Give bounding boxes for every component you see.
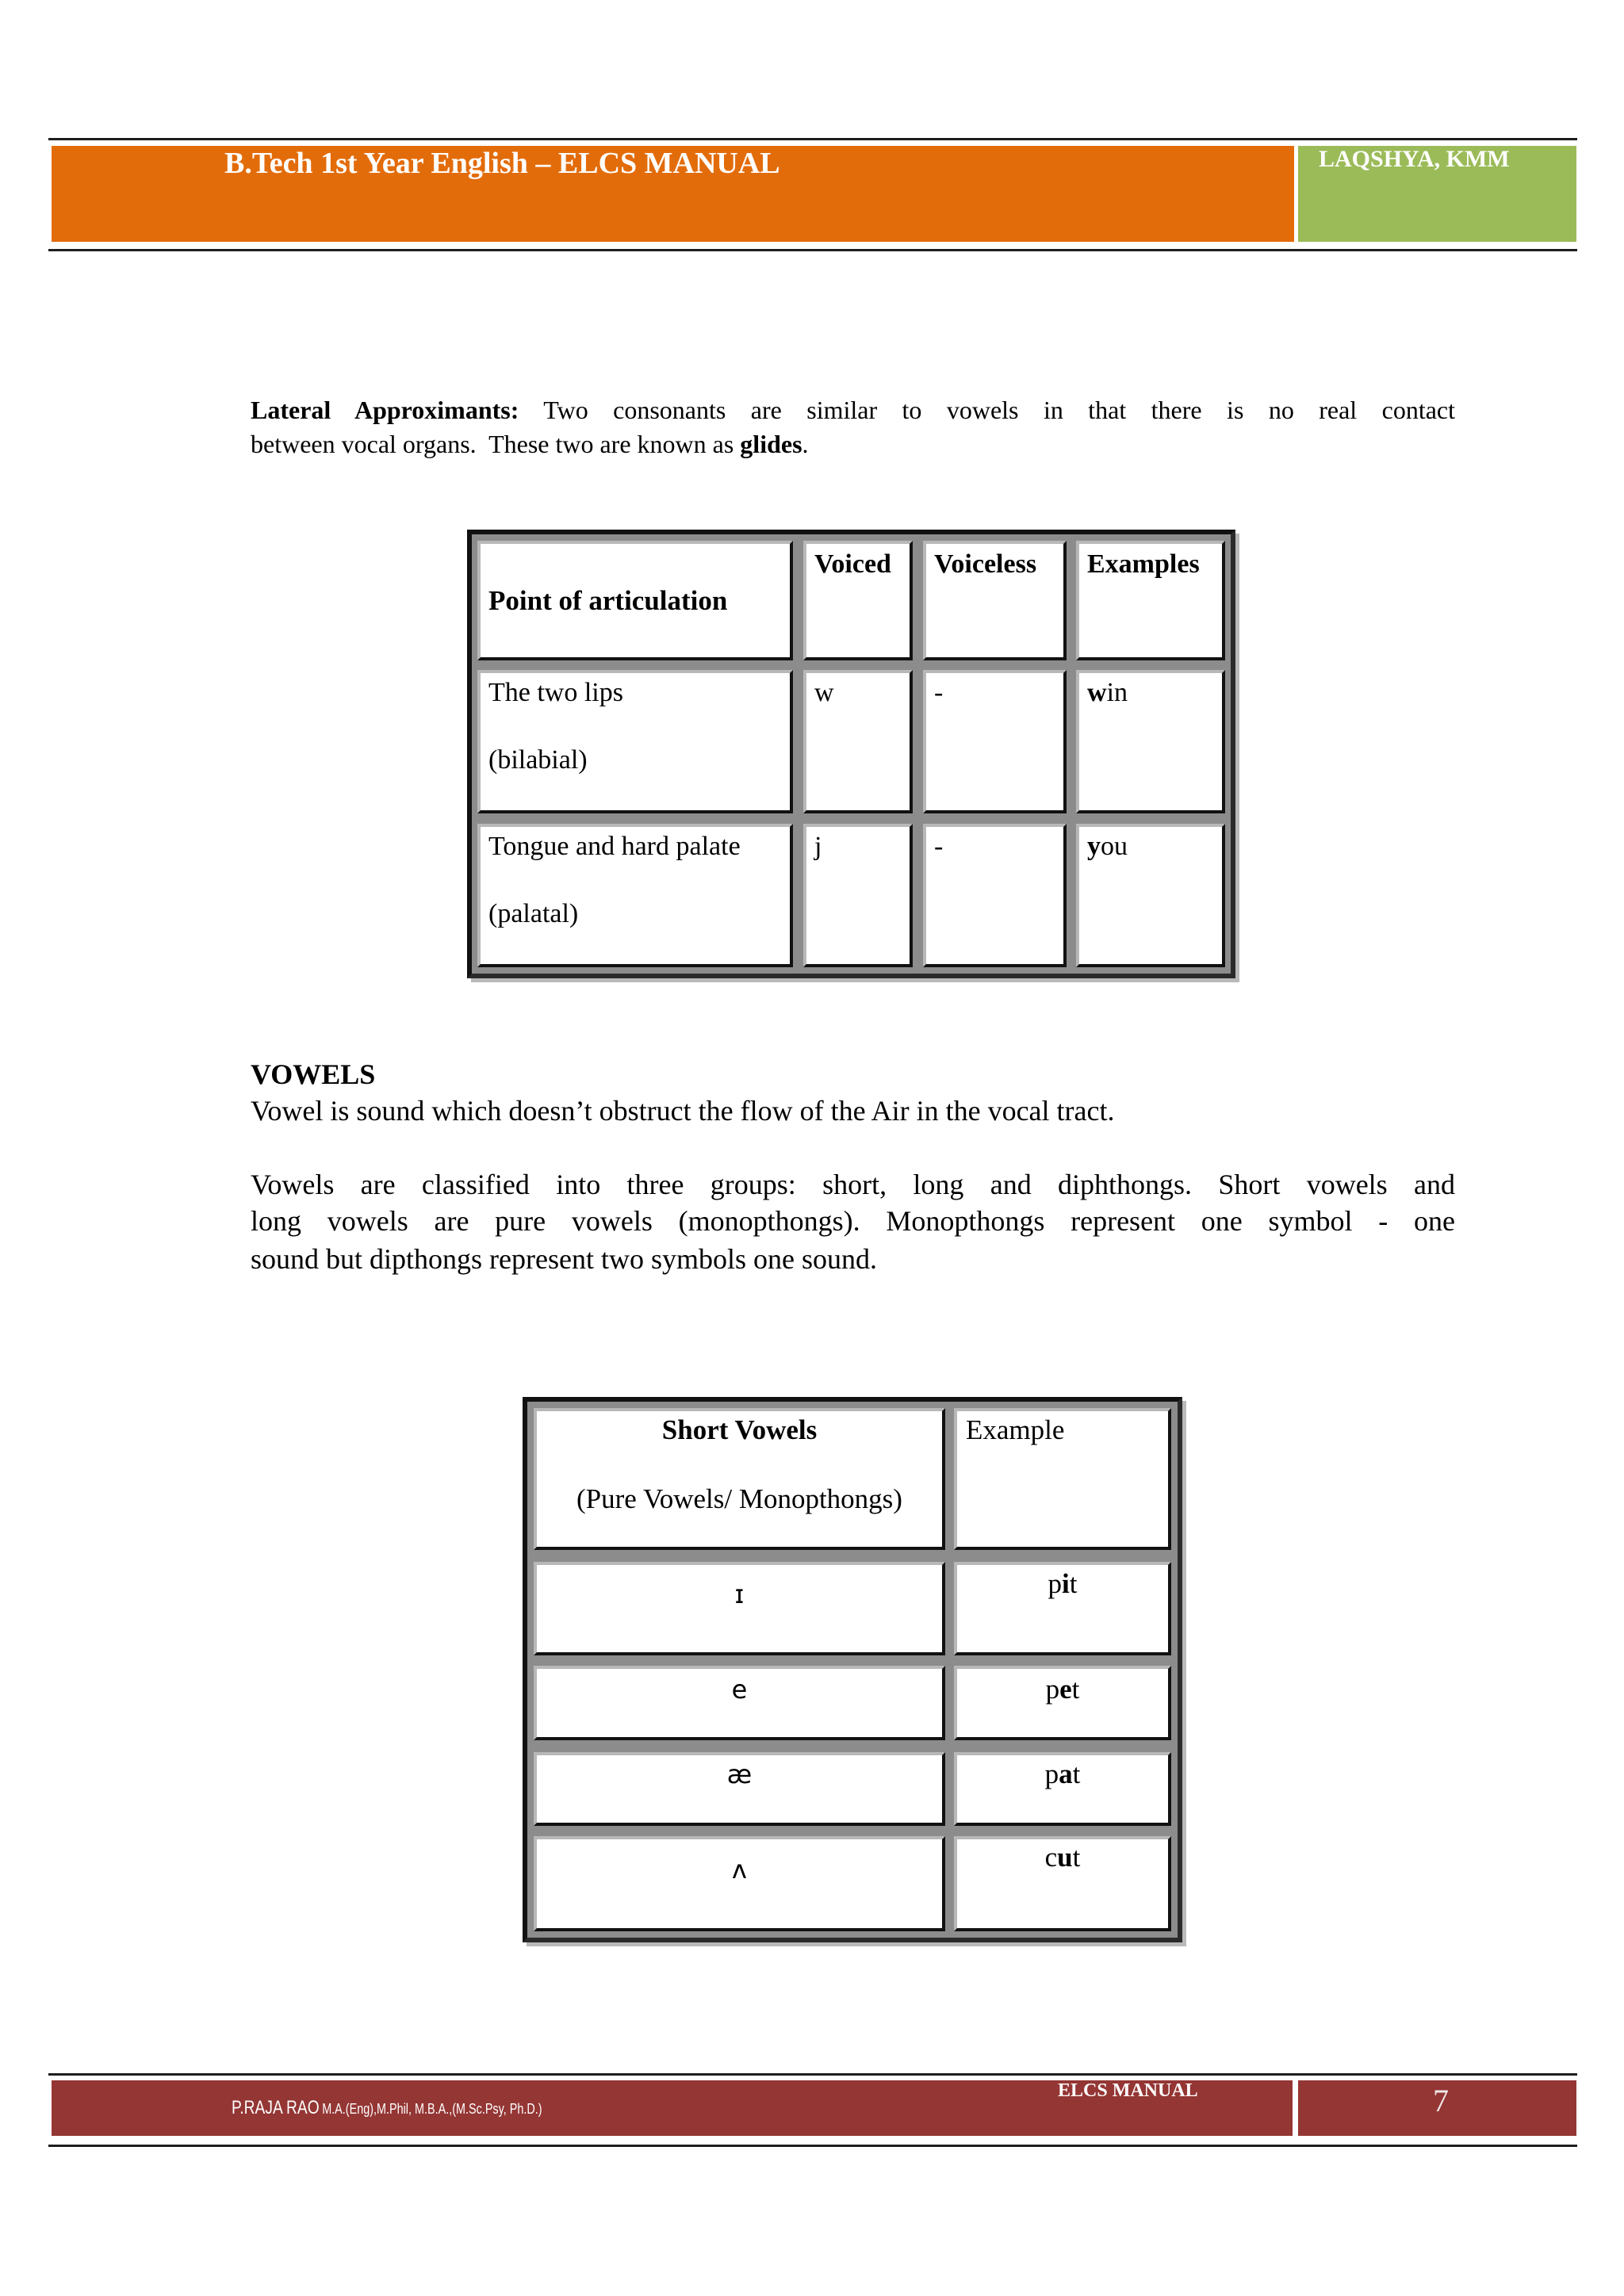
vowel-symbol-cell (534, 1752, 945, 1826)
example-highlight: y (1087, 832, 1101, 861)
header-short-vowels (534, 1408, 945, 1550)
header-voiceless: Voiceless (923, 541, 1067, 660)
page-number: 7 (1433, 2083, 1449, 2118)
vowel-symbol: e (731, 1674, 748, 1705)
vowel-symbol-cell (534, 1666, 945, 1740)
vowels-paragraph-line: long vowels are pure vowels (monopthongs). Monopthongs represent one symbol - one (251, 1205, 1455, 1237)
table-cell-example (1076, 824, 1225, 967)
example-rest: in (1106, 678, 1128, 707)
place-note: (bilabial) (488, 745, 588, 775)
vowel-example-cell (954, 1666, 1171, 1740)
lateral-line-1 (251, 393, 1455, 427)
table-cell-place (477, 824, 793, 967)
vowel-symbol: ʌ (732, 1854, 747, 1885)
lateral-line-2 (251, 427, 1455, 461)
example-rest: ou (1101, 832, 1128, 861)
header-title: B.Tech 1st Year English – ELCS MANUAL (224, 147, 780, 180)
short-vowels-title: Short Vowels (661, 1414, 818, 1445)
vowel-example-cell (954, 1562, 1171, 1655)
table-cell-place (477, 670, 793, 813)
place-note: (palatal) (488, 899, 579, 928)
header-top-rule (48, 138, 1577, 140)
header-examples: Examples (1076, 541, 1225, 660)
header-title-bar (52, 146, 1294, 242)
footer-page-box (1298, 2080, 1576, 2136)
short-vowels-table (523, 1397, 1182, 1942)
header-bottom-rule (48, 249, 1577, 251)
header-point-of-articulation: Point of articulation (477, 541, 793, 660)
author-credentials: M.A.(Eng),M.Phil, M.B.A.,(M.Sc.Psy, Ph.D.) (322, 2101, 542, 2117)
example-pre: p (1045, 1674, 1060, 1705)
vowel-symbol: æ (726, 1759, 753, 1789)
example-post: t (1072, 1758, 1081, 1789)
header-tag-box (1298, 146, 1576, 242)
vowel-symbol-cell (534, 1562, 945, 1655)
vowel-symbol: ɪ (734, 1579, 745, 1609)
footer-manual-title: ELCS MANUAL (1058, 2080, 1198, 2101)
vowel-example-cell (954, 1836, 1171, 1931)
author-name: P.RAJA RAO (232, 2097, 320, 2118)
example-highlight: w (1087, 678, 1107, 707)
footer-author (232, 2080, 542, 2138)
example-highlight: u (1057, 1842, 1073, 1873)
table-cell-example (1076, 670, 1225, 813)
lateral-term: Lateral Approximants: (251, 396, 519, 424)
header-voiced: Voiced (803, 541, 913, 660)
table-cell-voiced: j (803, 824, 913, 967)
vowel-example-cell (954, 1752, 1171, 1826)
place-name: The two lips (488, 678, 623, 707)
example-highlight: i (1062, 1568, 1070, 1599)
lateral-line-2-text: between vocal organs. These two are known as (251, 430, 741, 458)
table-cell-voiceless: - (923, 824, 1067, 967)
example-post: t (1069, 1568, 1078, 1599)
example-post: t (1071, 1674, 1080, 1705)
vowels-paragraph-line: sound but dipthongs represent two symbols one sound. (251, 1243, 877, 1275)
header-tag: LAQSHYA, KMM (1319, 146, 1510, 172)
table-cell-voiced: w (803, 670, 913, 813)
example-highlight: a (1059, 1758, 1073, 1789)
footer-top-rule (48, 2073, 1577, 2076)
short-vowels-subtitle: (Pure Vowels/ Monopthongs) (576, 1483, 902, 1514)
example-highlight: e (1059, 1674, 1072, 1705)
footer-bottom-rule (48, 2145, 1577, 2147)
example-pre: p (1048, 1568, 1063, 1599)
vowels-definition: Vowel is sound which doesn’t obstruct the flow of the Air in the vocal tract. (251, 1095, 1115, 1127)
place-name: Tongue and hard palate (488, 832, 741, 861)
example-pre: c (1044, 1842, 1058, 1873)
vowels-heading: VOWELS (251, 1058, 376, 1090)
approximants-table (467, 530, 1235, 978)
header-example: Example (954, 1408, 1171, 1550)
lateral-line-1-text: Two consonants are similar to vowels in that there is no real contact (543, 396, 1456, 424)
example-post: t (1072, 1842, 1081, 1873)
footer-bar (52, 2080, 1293, 2136)
example-pre: p (1044, 1758, 1059, 1789)
vowels-paragraph-line: Vowels are classified into three groups: short, long and diphthongs. Short vowels and (251, 1169, 1455, 1200)
vowel-symbol-cell (534, 1836, 945, 1931)
lateral-line-2-end: . (802, 430, 809, 458)
glides-term: glides (740, 430, 802, 458)
table-cell-voiceless: - (923, 670, 1067, 813)
